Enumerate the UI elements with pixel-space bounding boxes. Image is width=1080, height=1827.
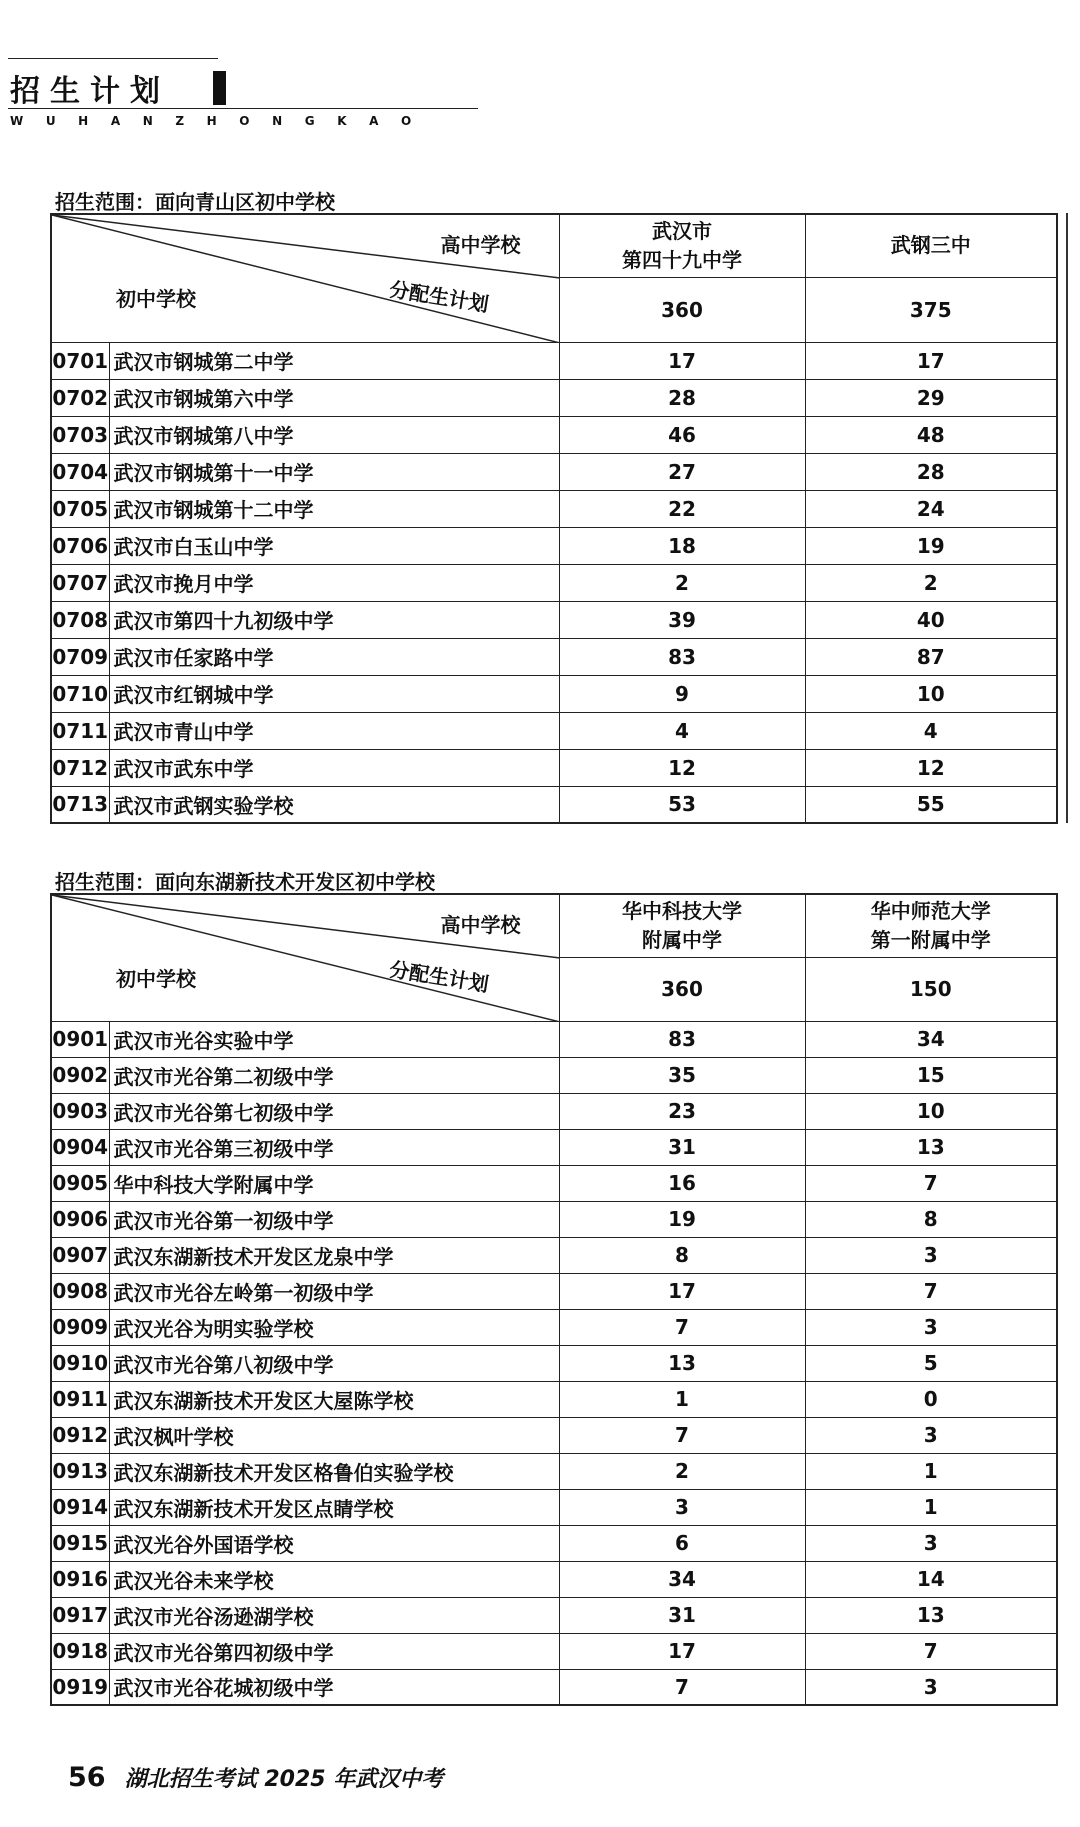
quota-value: 7 bbox=[559, 1669, 805, 1705]
school-name: 武汉市白玉山中学 bbox=[109, 527, 559, 564]
school-code: 0915 bbox=[51, 1525, 109, 1561]
quota-value: 39 bbox=[559, 601, 805, 638]
school-name: 武汉市光谷第四初级中学 bbox=[109, 1633, 559, 1669]
table-row bbox=[51, 786, 1057, 823]
school-code: 0701 bbox=[51, 342, 109, 379]
quota-value: 15 bbox=[805, 1057, 1057, 1093]
school-name: 武汉市光谷第三初级中学 bbox=[109, 1129, 559, 1165]
school-name: 华中科技大学附属中学 bbox=[109, 1165, 559, 1201]
header-title: 招生计划 bbox=[10, 74, 170, 109]
school-name: 武汉市光谷左岭第一初级中学 bbox=[109, 1273, 559, 1309]
table-row bbox=[51, 1201, 1057, 1237]
school-name: 武汉市光谷第八初级中学 bbox=[109, 1345, 559, 1381]
school-name: 武汉市钢城第十一中学 bbox=[109, 453, 559, 490]
header-rule bbox=[8, 108, 478, 109]
quota-value: 3 bbox=[805, 1669, 1057, 1705]
table-row bbox=[51, 1273, 1057, 1309]
school-name: 武汉光谷外国语学校 bbox=[109, 1525, 559, 1561]
table-row bbox=[51, 1417, 1057, 1453]
quota-value: 19 bbox=[559, 1201, 805, 1237]
school-name: 武汉市第四十九初级中学 bbox=[109, 601, 559, 638]
quota-value: 87 bbox=[805, 638, 1057, 675]
school-name: 武汉市光谷第二初级中学 bbox=[109, 1057, 559, 1093]
quota-value: 4 bbox=[559, 712, 805, 749]
table-row bbox=[51, 601, 1057, 638]
quota-value: 13 bbox=[805, 1129, 1057, 1165]
corner-junior-school-label: 初中学校 bbox=[116, 967, 196, 991]
school-name: 武汉东湖新技术开发区点睛学校 bbox=[109, 1489, 559, 1525]
quota-value: 2 bbox=[559, 1453, 805, 1489]
quota-value: 18 bbox=[559, 527, 805, 564]
school-name: 武汉市钢城第六中学 bbox=[109, 379, 559, 416]
column-total-plan: 150 bbox=[805, 957, 1057, 1021]
quota-value: 22 bbox=[559, 490, 805, 527]
column-total-plan: 360 bbox=[559, 957, 805, 1021]
table-row bbox=[51, 675, 1057, 712]
table-row bbox=[51, 453, 1057, 490]
table-row bbox=[51, 1093, 1057, 1129]
school-name: 武汉市武东中学 bbox=[109, 749, 559, 786]
quota-value: 3 bbox=[805, 1309, 1057, 1345]
quota-value: 28 bbox=[805, 453, 1057, 490]
school-code: 0909 bbox=[51, 1309, 109, 1345]
quota-value: 12 bbox=[805, 749, 1057, 786]
quota-value: 6 bbox=[559, 1525, 805, 1561]
quota-value: 31 bbox=[559, 1597, 805, 1633]
column-header-school: 武钢三中 bbox=[805, 214, 1057, 277]
quota-value: 53 bbox=[559, 786, 805, 823]
corner-plan-label: 分配生计划 bbox=[387, 277, 491, 317]
table-row bbox=[51, 527, 1057, 564]
table-row bbox=[51, 379, 1057, 416]
table-row bbox=[51, 1129, 1057, 1165]
corner-plan-label: 分配生计划 bbox=[387, 957, 491, 997]
school-name: 武汉市钢城第十二中学 bbox=[109, 490, 559, 527]
table-corner-header bbox=[51, 214, 559, 342]
school-name: 武汉市武钢实验学校 bbox=[109, 786, 559, 823]
quota-value: 2 bbox=[559, 564, 805, 601]
school-name: 武汉市任家路中学 bbox=[109, 638, 559, 675]
school-code: 0706 bbox=[51, 527, 109, 564]
quota-value: 10 bbox=[805, 1093, 1057, 1129]
page-edge-line bbox=[1066, 213, 1068, 823]
quota-value: 17 bbox=[805, 342, 1057, 379]
table-row bbox=[51, 749, 1057, 786]
footer-publication: 湖北招生考试 2025 年武汉中考 bbox=[124, 1767, 444, 1792]
school-name: 武汉市钢城第八中学 bbox=[109, 416, 559, 453]
quota-value: 1 bbox=[805, 1453, 1057, 1489]
school-name: 武汉市光谷第七初级中学 bbox=[109, 1093, 559, 1129]
header-top-rule bbox=[8, 58, 218, 59]
school-name: 武汉枫叶学校 bbox=[109, 1417, 559, 1453]
quota-value: 5 bbox=[805, 1345, 1057, 1381]
column-total-plan: 375 bbox=[805, 277, 1057, 342]
enrollment-table-qingshan bbox=[50, 213, 1058, 824]
table-row bbox=[51, 564, 1057, 601]
quota-value: 8 bbox=[805, 1201, 1057, 1237]
school-code: 0908 bbox=[51, 1273, 109, 1309]
quota-value: 17 bbox=[559, 1273, 805, 1309]
school-name: 武汉市挽月中学 bbox=[109, 564, 559, 601]
column-total-plan: 360 bbox=[559, 277, 805, 342]
table-row bbox=[51, 1345, 1057, 1381]
quota-value: 4 bbox=[805, 712, 1057, 749]
quota-value: 46 bbox=[559, 416, 805, 453]
school-code: 0901 bbox=[51, 1021, 109, 1057]
school-code: 0902 bbox=[51, 1057, 109, 1093]
school-code: 0910 bbox=[51, 1345, 109, 1381]
quota-value: 34 bbox=[805, 1021, 1057, 1057]
school-code: 0906 bbox=[51, 1201, 109, 1237]
school-name: 武汉市光谷第一初级中学 bbox=[109, 1201, 559, 1237]
school-code: 0917 bbox=[51, 1597, 109, 1633]
quota-value: 7 bbox=[805, 1633, 1057, 1669]
quota-value: 48 bbox=[805, 416, 1057, 453]
column-header-school: 武汉市 第四十九中学 bbox=[559, 214, 805, 277]
quota-value: 1 bbox=[559, 1381, 805, 1417]
quota-value: 83 bbox=[559, 1021, 805, 1057]
quota-value: 40 bbox=[805, 601, 1057, 638]
school-name: 武汉市钢城第二中学 bbox=[109, 342, 559, 379]
school-code: 0713 bbox=[51, 786, 109, 823]
school-name: 武汉市光谷汤逊湖学校 bbox=[109, 1597, 559, 1633]
quota-value: 7 bbox=[805, 1273, 1057, 1309]
quota-value: 27 bbox=[559, 453, 805, 490]
school-code: 0703 bbox=[51, 416, 109, 453]
enrollment-table-donghu bbox=[50, 893, 1058, 1706]
column-header-school: 华中科技大学 附属中学 bbox=[559, 894, 805, 957]
quota-value: 17 bbox=[559, 1633, 805, 1669]
table-row bbox=[51, 638, 1057, 675]
school-code: 0707 bbox=[51, 564, 109, 601]
table-row bbox=[51, 1669, 1057, 1705]
table-row bbox=[51, 1309, 1057, 1345]
header-title-bar bbox=[213, 71, 226, 105]
school-code: 0912 bbox=[51, 1417, 109, 1453]
school-code: 0705 bbox=[51, 490, 109, 527]
page-number: 56 bbox=[68, 1762, 106, 1793]
school-name: 武汉光谷未来学校 bbox=[109, 1561, 559, 1597]
school-name: 武汉市光谷花城初级中学 bbox=[109, 1669, 559, 1705]
table-corner-header bbox=[51, 894, 559, 1021]
section-title-donghu: 招生范围：面向东湖新技术开发区初中学校 bbox=[55, 870, 435, 894]
quota-value: 35 bbox=[559, 1057, 805, 1093]
school-name: 武汉市红钢城中学 bbox=[109, 675, 559, 712]
school-code: 0913 bbox=[51, 1453, 109, 1489]
table-row bbox=[51, 1381, 1057, 1417]
school-code: 0710 bbox=[51, 675, 109, 712]
school-code: 0914 bbox=[51, 1489, 109, 1525]
table-row bbox=[51, 490, 1057, 527]
table-row bbox=[51, 416, 1057, 453]
quota-value: 28 bbox=[559, 379, 805, 416]
quota-value: 17 bbox=[559, 342, 805, 379]
school-code: 0903 bbox=[51, 1093, 109, 1129]
table-row bbox=[51, 342, 1057, 379]
school-name: 武汉东湖新技术开发区大屋陈学校 bbox=[109, 1381, 559, 1417]
header-subtitle: WUHANZHONGKAO bbox=[10, 114, 434, 128]
quota-value: 14 bbox=[805, 1561, 1057, 1597]
school-code: 0916 bbox=[51, 1561, 109, 1597]
quota-value: 29 bbox=[805, 379, 1057, 416]
school-name: 武汉市光谷实验中学 bbox=[109, 1021, 559, 1057]
quota-value: 23 bbox=[559, 1093, 805, 1129]
school-code: 0918 bbox=[51, 1633, 109, 1669]
school-code: 0911 bbox=[51, 1381, 109, 1417]
quota-value: 8 bbox=[559, 1237, 805, 1273]
column-header-school: 华中师范大学 第一附属中学 bbox=[805, 894, 1057, 957]
school-code: 0702 bbox=[51, 379, 109, 416]
quota-value: 10 bbox=[805, 675, 1057, 712]
school-code: 0905 bbox=[51, 1165, 109, 1201]
quota-value: 7 bbox=[805, 1165, 1057, 1201]
quota-value: 13 bbox=[559, 1345, 805, 1381]
quota-value: 2 bbox=[805, 564, 1057, 601]
quota-value: 9 bbox=[559, 675, 805, 712]
school-code: 0904 bbox=[51, 1129, 109, 1165]
school-code: 0919 bbox=[51, 1669, 109, 1705]
table-row bbox=[51, 1453, 1057, 1489]
table-row bbox=[51, 1165, 1057, 1201]
quota-value: 0 bbox=[805, 1381, 1057, 1417]
page-footer bbox=[68, 1762, 443, 1793]
school-code: 0711 bbox=[51, 712, 109, 749]
corner-high-school-label: 高中学校 bbox=[440, 233, 521, 257]
quota-value: 12 bbox=[559, 749, 805, 786]
school-name: 武汉东湖新技术开发区龙泉中学 bbox=[109, 1237, 559, 1273]
school-code: 0708 bbox=[51, 601, 109, 638]
table-row bbox=[51, 1561, 1057, 1597]
table-row bbox=[51, 1057, 1057, 1093]
table-row bbox=[51, 1525, 1057, 1561]
corner-junior-school-label: 初中学校 bbox=[116, 287, 196, 311]
table-row bbox=[51, 1489, 1057, 1525]
school-name: 武汉东湖新技术开发区格鲁伯实验学校 bbox=[109, 1453, 559, 1489]
quota-value: 16 bbox=[559, 1165, 805, 1201]
school-code: 0712 bbox=[51, 749, 109, 786]
quota-value: 3 bbox=[805, 1525, 1057, 1561]
quota-value: 7 bbox=[559, 1309, 805, 1345]
quota-value: 34 bbox=[559, 1561, 805, 1597]
quota-value: 3 bbox=[805, 1237, 1057, 1273]
quota-value: 3 bbox=[805, 1417, 1057, 1453]
quota-value: 24 bbox=[805, 490, 1057, 527]
section-title-qingshan: 招生范围：面向青山区初中学校 bbox=[55, 190, 335, 214]
quota-value: 55 bbox=[805, 786, 1057, 823]
quota-value: 31 bbox=[559, 1129, 805, 1165]
quota-value: 19 bbox=[805, 527, 1057, 564]
school-code: 0907 bbox=[51, 1237, 109, 1273]
school-name: 武汉市青山中学 bbox=[109, 712, 559, 749]
quota-value: 13 bbox=[805, 1597, 1057, 1633]
quota-value: 3 bbox=[559, 1489, 805, 1525]
corner-high-school-label: 高中学校 bbox=[440, 913, 521, 937]
school-code: 0704 bbox=[51, 453, 109, 490]
quota-value: 83 bbox=[559, 638, 805, 675]
table-row bbox=[51, 712, 1057, 749]
table-row bbox=[51, 1021, 1057, 1057]
school-code: 0709 bbox=[51, 638, 109, 675]
table-row bbox=[51, 1237, 1057, 1273]
table-row bbox=[51, 1633, 1057, 1669]
school-name: 武汉光谷为明实验学校 bbox=[109, 1309, 559, 1345]
table-row bbox=[51, 1597, 1057, 1633]
quota-value: 1 bbox=[805, 1489, 1057, 1525]
quota-value: 7 bbox=[559, 1417, 805, 1453]
